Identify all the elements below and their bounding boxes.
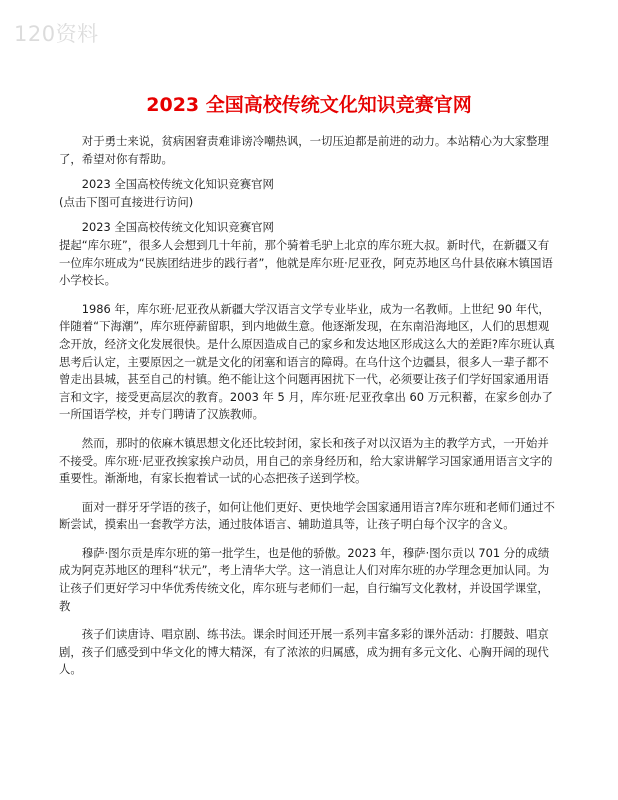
page-title: 2023 全国高校传统文化知识竞赛官网 xyxy=(146,94,472,116)
watermark: 120资料 xyxy=(14,22,99,46)
subtitle-line-2: 2023 全国高校传统文化知识竞赛官网 xyxy=(81,220,274,235)
click-hint: (点击下图可直接进行访问) xyxy=(59,194,194,209)
paragraph-2: 1986 年，库尔班·尼亚孜从新疆大学汉语言文学专业毕业，成为一名教师。上世纪 90 年代，伴随着“下海潮”，库尔班停薪留职，到内地做生意。他逐渐发现，在东南沿海地区，人们的思想观念开放，经济文化发展很快。是什么原因造成自己的家乡和发达地区形成这么大的差距?库尔班认真思考后认定，主要原因之一就是文化的闭塞和语言的障碍。在乌什这个边疆县，很多人一辈子都不曾走出县城，甚至自己的村镇。绝不能让这个问题再困扰下一代，必须要让孩子们学好国家通用语言和文字，接受更高层次的教育。2003 年 5 月，库尔班·尼亚孜拿出 60 万元积蓄，在家乡创办了一所国语学校，并专门聘请了汉族教师。 xyxy=(59,301,555,422)
paragraph-6: 孩子们读唐诗、唱京剧、练书法。课余时间还开展一系列丰富多彩的课外活动：打腰鼓、唱京剧，孩子们感受到中华文化的博大精深，有了浓浓的归属感，成为拥有多元文化、心胸开阔的现代人。 xyxy=(59,627,549,677)
article-body xyxy=(59,133,559,679)
intro-paragraph: 对于勇士来说，贫病困窘责难诽谤冷嘲热讽，一切压迫都是前进的动力。本站精心为大家整理了，希望对你有帮助。 xyxy=(59,134,549,166)
paragraph-1: 提起“库尔班”，很多人会想到几十年前，那个骑着毛驴上北京的库尔班大叔。新时代，在新疆又有一位库尔班成为“民族团结进步的践行者”，他就是库尔班·尼亚孜，阿克苏地区乌什县依麻木镇国语小学校长。 xyxy=(59,237,553,288)
paragraph-3: 然而，那时的依麻木镇思想文化还比较封闭，家长和孩子对以汉语为主的教学方式，一开始并不接受。库尔班·尼亚孜挨家挨户动员，用自己的亲身经历和，给大家讲解学习国家通用语言文字的重要性。渐渐地，有家长抱着试一试的心态把孩子送到学校。 xyxy=(59,435,553,486)
paragraph-4: 面对一群牙牙学语的孩子，如何让他们更好、更快地学会国家通用语言?库尔班和老师们通过不断尝试，摸索出一套教学方法，通过肢体语言、辅助道具等，让孩子明白每个汉字的含义。 xyxy=(59,499,555,532)
subtitle-line: 2023 全国高校传统文化知识竞赛官网 xyxy=(81,177,274,192)
paragraph-5: 穆萨·图尔贡是库尔班的第一批学生，也是他的骄傲。2023 年，穆萨·图尔贡以 701 分的成绩成为阿克苏地区的理科“状元”，考上清华大学。这一消息让人们对库尔班的办学理念更加认同。为让孩子们更好学习中华优秀传统文化，库尔班与老师们一起，自行编写文化教材，并设国学课堂，教 xyxy=(59,545,550,613)
